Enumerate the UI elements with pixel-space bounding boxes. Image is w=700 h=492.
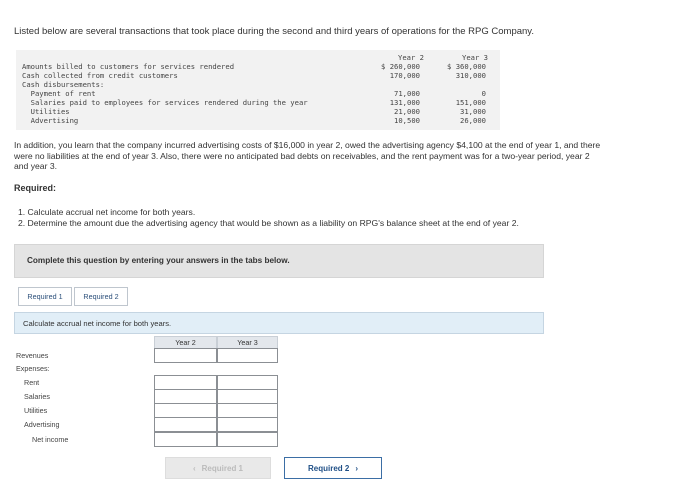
- required-item-1: 1. Calculate accrual net income for both years.: [18, 207, 196, 217]
- row-label-utilities: Utilities: [24, 406, 48, 415]
- row-label-advertising: Advertising: [24, 420, 60, 429]
- chevron-right-icon: ›: [355, 463, 358, 473]
- cell-rent-year2[interactable]: [154, 375, 217, 390]
- txn-value: 26,000: [460, 116, 486, 125]
- cell-rent-year3[interactable]: [217, 375, 278, 390]
- banner-text: Complete this question by entering your answers in the tabs below.: [27, 256, 290, 265]
- row-label-salaries: Salaries: [24, 392, 50, 401]
- cell-salaries-year3[interactable]: [217, 389, 278, 404]
- txn-value: $ 260,000: [381, 62, 420, 71]
- cell-net-income-year2[interactable]: [154, 432, 217, 447]
- cell-utilities-year3[interactable]: [217, 403, 278, 418]
- info-paragraph: In addition, you learn that the company incurred advertising costs of $16,000 in year 2, owed the advertising agency $4,100 at the end of year 1, and there were no liabilities at the end of year 3. Also, there were no anticipated bad debts on receivables, and the rent payment was for a two-year period, year 2 and year 3.: [14, 140, 601, 172]
- row-label-expenses: Expenses:: [16, 364, 50, 373]
- cell-advertising-year2[interactable]: [154, 417, 217, 432]
- tab-required-1[interactable]: Required 1: [18, 287, 72, 306]
- txn-value: 310,000: [455, 71, 486, 80]
- cell-utilities-year2[interactable]: [154, 403, 217, 418]
- required-heading: Required:: [14, 183, 57, 193]
- instructions-banner: [14, 244, 544, 278]
- txn-value: 31,000: [460, 107, 486, 116]
- txn-header-year2: Year 2: [398, 53, 424, 62]
- txn-value: $ 360,000: [447, 62, 486, 71]
- cell-advertising-year3[interactable]: [217, 417, 278, 432]
- intro-text: Listed below are several transactions that took place during the second and third years of operations for the RPG Company.: [14, 26, 534, 37]
- txn-value: 21,000: [394, 107, 420, 116]
- col-header-year3: Year 3: [217, 336, 278, 350]
- row-label-net-income: Net income: [32, 435, 69, 444]
- required-item-2: 2. Determine the amount due the advertising agency that would be shown as a liability on RPG's balance sheet at the end of year 2.: [18, 217, 519, 228]
- next-button[interactable]: [284, 457, 382, 479]
- panel-text: Calculate accrual net income for both years.: [23, 319, 172, 328]
- cell-revenues-year2[interactable]: [154, 348, 217, 363]
- chevron-left-icon: ‹: [192, 463, 196, 473]
- cell-salaries-year2[interactable]: [154, 389, 217, 404]
- question-panel: [14, 312, 544, 334]
- next-button-label: Required 2: [307, 463, 350, 473]
- txn-header-year3: Year 3: [462, 53, 488, 62]
- row-label-revenues: Revenues: [16, 351, 49, 360]
- txn-label: Payment of rent: [22, 89, 96, 98]
- prev-button-label: Required 1: [201, 463, 243, 473]
- txn-label: Cash disbursements:: [22, 80, 105, 89]
- txn-value: 170,000: [389, 71, 420, 80]
- txn-value: 131,000: [389, 98, 420, 107]
- txn-value: 151,000: [455, 98, 486, 107]
- txn-label: Utilities: [22, 107, 70, 116]
- cell-revenues-year3[interactable]: [217, 348, 278, 363]
- txn-label: Cash collected from credit customers: [22, 71, 178, 80]
- prev-button[interactable]: [165, 457, 271, 479]
- txn-label: Amounts billed to customers for services rendered: [22, 62, 235, 71]
- cell-net-income-year3[interactable]: [217, 432, 278, 447]
- txn-label: Advertising: [22, 116, 79, 125]
- tab-required-2[interactable]: Required 2: [74, 287, 128, 306]
- txn-label: Salaries paid to employees for services rendered during the year: [22, 98, 308, 107]
- row-label-rent: Rent: [24, 378, 40, 387]
- txn-value: 10,500: [394, 116, 420, 125]
- col-header-year2: Year 2: [154, 336, 217, 350]
- txn-value: 0: [481, 89, 486, 98]
- required-list: [18, 207, 519, 228]
- txn-value: 71,000: [394, 89, 420, 98]
